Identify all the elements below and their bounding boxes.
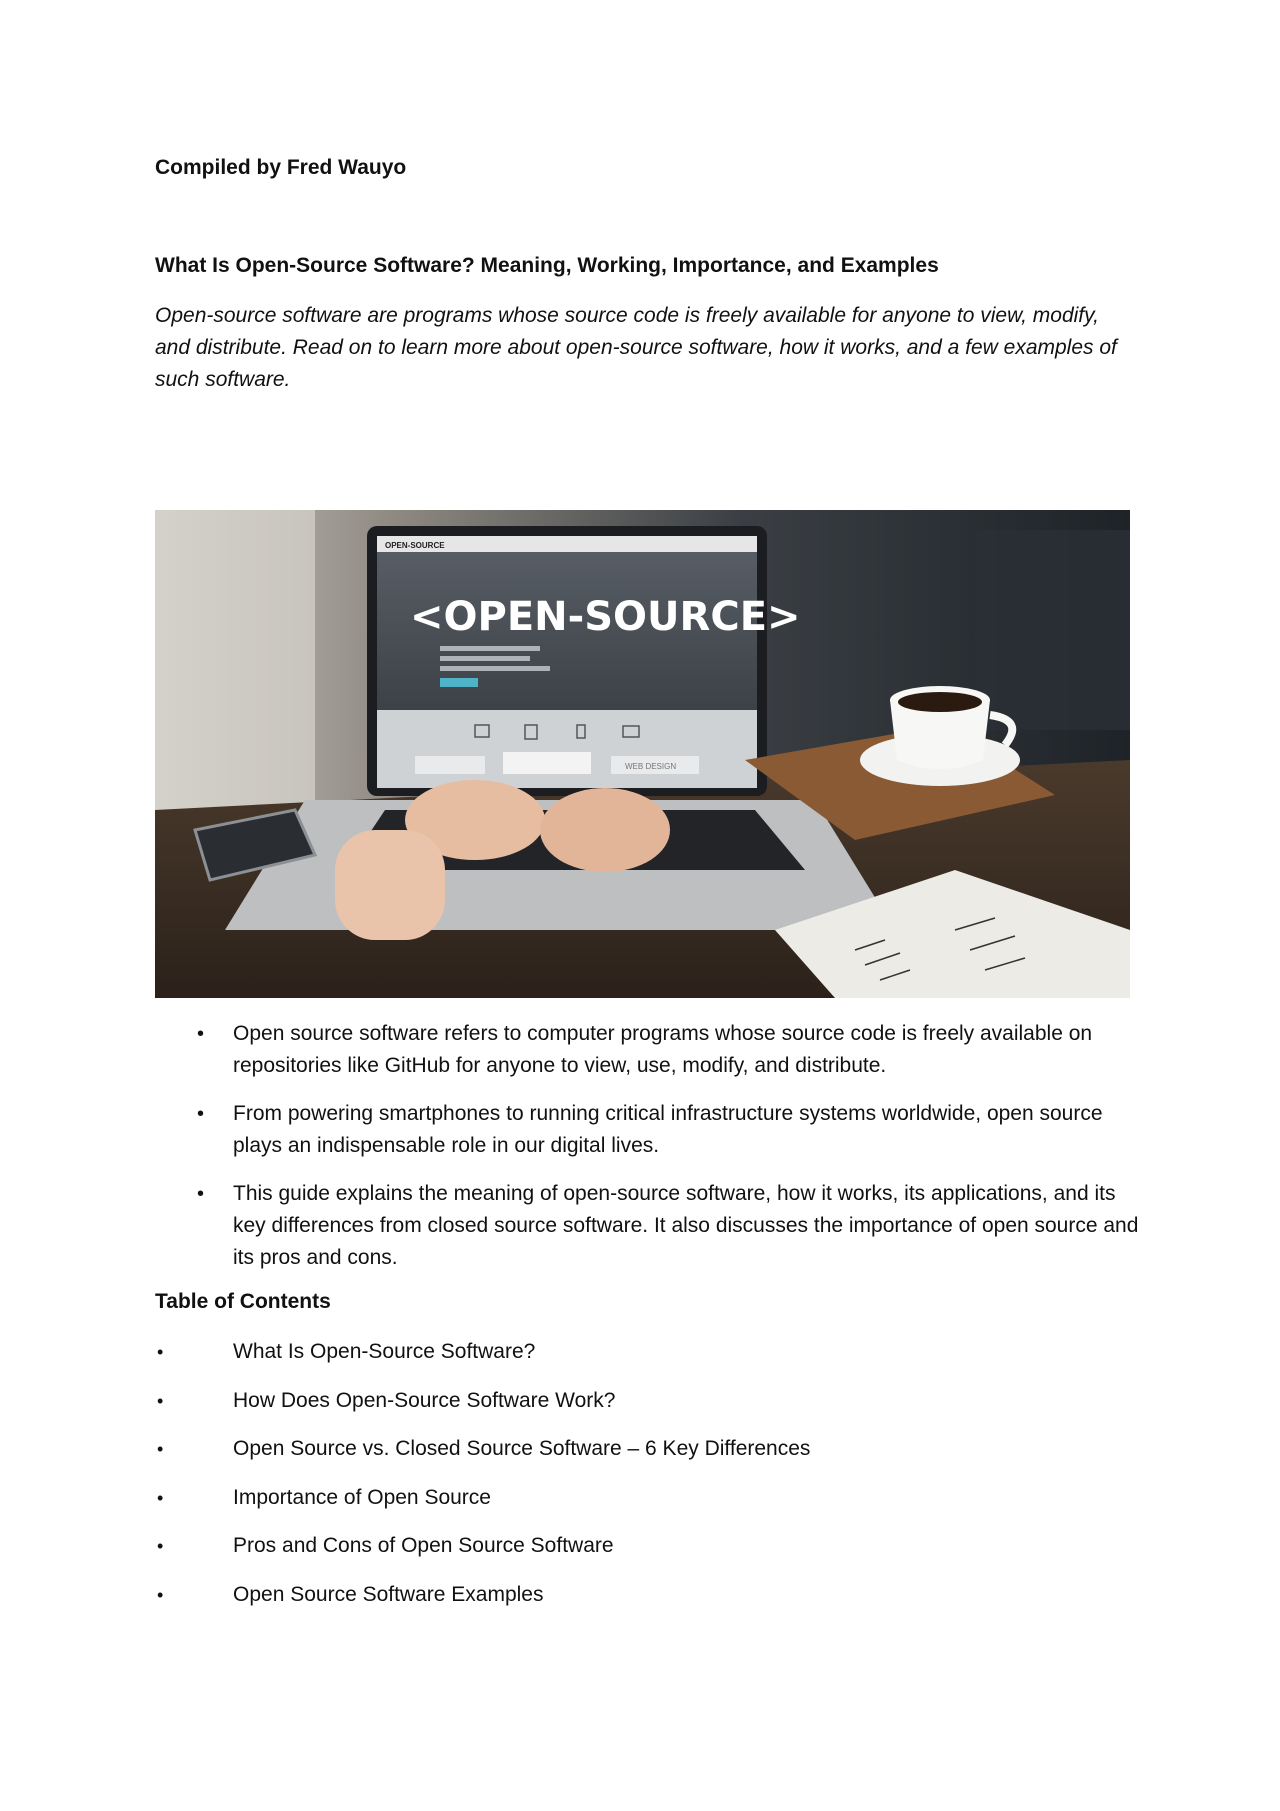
toc-item-label: Pros and Cons of Open Source Software xyxy=(233,1534,614,1558)
bullet-glyph: • xyxy=(157,1342,164,1362)
toc-item-label: Open Source vs. Closed Source Software – 6 Key Differences xyxy=(233,1437,811,1461)
list-item xyxy=(155,1178,1145,1274)
bullet-glyph: • xyxy=(157,1584,164,1605)
article-title: What Is Open-Source Software? Meaning, Working, Importance, and Examples xyxy=(155,254,939,277)
hero-photo-laptop xyxy=(155,510,1130,998)
toc-item-label: What Is Open-Source Software? xyxy=(233,1340,536,1363)
toc-item xyxy=(155,1385,1145,1434)
list-item xyxy=(155,1098,1145,1162)
bullet-text: From powering smartphones to running critical infrastructure systems worldwide, open source plays an indispensable role in our digital lives. xyxy=(233,1102,1103,1157)
article-intro: Open-source software are programs whose source code is freely available for anyone to view, modify, and distribute. Read on to learn more about open-source software, how it works, and a few examples of such software. xyxy=(155,304,1117,391)
summary-bullet-list xyxy=(155,1018,1145,1290)
toc-item-label: Importance of Open Source xyxy=(233,1485,491,1509)
screen-brand: OPEN-SOURCE xyxy=(385,541,445,550)
bullet-text: Open source software refers to computer programs whose source code is freely available on repositories like GitHub for anyone to view, use, modify, and distribute. xyxy=(233,1022,1093,1077)
toc-item xyxy=(155,1482,1145,1531)
bullet-glyph: • xyxy=(157,1487,164,1508)
toc-item xyxy=(155,1579,1145,1628)
hero-photo-illustration xyxy=(155,510,1130,998)
bullet-glyph: • xyxy=(157,1390,164,1411)
toc-item-label: Open Source Software Examples xyxy=(233,1582,544,1606)
toc-item xyxy=(155,1336,1145,1385)
author-line: Compiled by Fred Wauyo xyxy=(155,156,407,179)
toc-item xyxy=(155,1433,1145,1482)
toc-heading: Table of Contents xyxy=(155,1290,331,1313)
bullet-glyph: • xyxy=(197,1023,205,1045)
screen-banner: WEB DESIGN xyxy=(625,762,677,771)
bullet-text: This guide explains the meaning of open-source software, how it works, its applications, and its key differences from closed source software. It also discusses the importance of open source and its pros and cons. xyxy=(233,1182,1139,1269)
bullet-glyph: • xyxy=(197,1183,205,1205)
toc-item xyxy=(155,1530,1145,1579)
table-of-contents xyxy=(155,1336,1145,1628)
bullet-glyph: • xyxy=(197,1103,205,1125)
toc-item-label: How Does Open-Source Software Work? xyxy=(233,1388,616,1412)
screen-headline: <OPEN-SOURCE> xyxy=(410,594,801,640)
bullet-glyph: • xyxy=(157,1439,164,1460)
list-item xyxy=(155,1018,1145,1082)
bullet-glyph: • xyxy=(157,1536,164,1557)
